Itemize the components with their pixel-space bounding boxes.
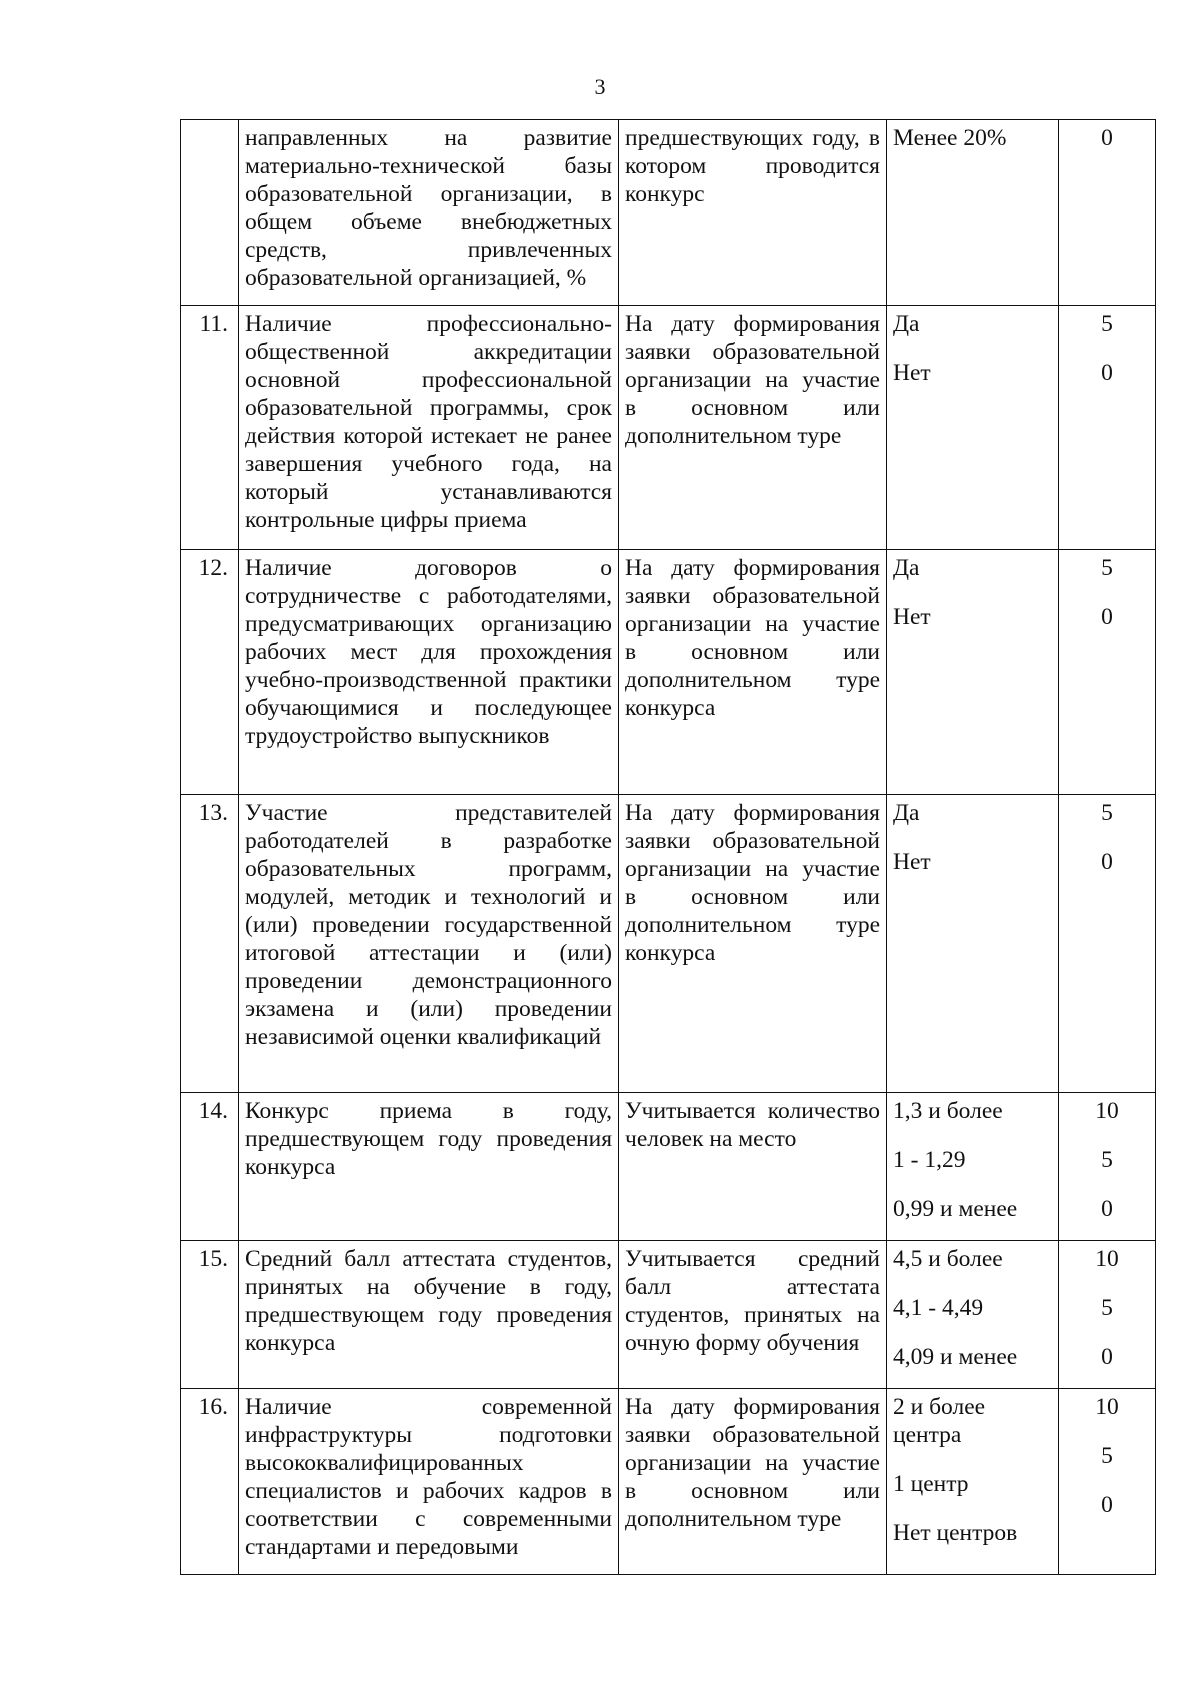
- criterion-name: Конкурс приема в году, предшествующем году проведения конкурса: [239, 1093, 619, 1241]
- row-number: 13.: [181, 795, 239, 1093]
- criterion-condition: На дату формирования заявки образовательной организации на участие в основном или дополнительном туре конкурса: [619, 550, 887, 795]
- row-number: 15.: [181, 1241, 239, 1389]
- criterion-scores: [1059, 1093, 1156, 1241]
- score-option: 10: [1095, 1098, 1119, 1124]
- score-option: 5: [1101, 555, 1113, 581]
- criterion-values: [887, 1389, 1059, 1575]
- row-number: 12.: [181, 550, 239, 795]
- criterion-condition: предшествующих году, в котором проводится конкурс: [619, 120, 887, 306]
- value-option: Нет: [893, 360, 931, 386]
- page-number: 3: [594, 74, 606, 99]
- criterion-scores: [1059, 306, 1156, 550]
- value-option: 1 центр: [893, 1471, 969, 1497]
- row-number: 14.: [181, 1093, 239, 1241]
- score-option: 10: [1095, 1394, 1119, 1420]
- criterion-scores: [1059, 550, 1156, 795]
- score-option: 0: [1101, 1492, 1113, 1518]
- value-option: 4,09 и менее: [893, 1344, 1018, 1370]
- criterion-scores: [1059, 120, 1156, 306]
- criterion-name: Участие представителей работодателей в разработке образовательных программ, модулей, методик и технологий и (или) проведении государственной итоговой аттестации и (или) проведении демонстрационного экзамена и (или) проведении независимой оценки квалификаций: [239, 795, 619, 1093]
- value-option: 1 - 1,29: [893, 1147, 966, 1173]
- value-option: Да: [893, 555, 920, 581]
- criterion-values: [887, 1241, 1059, 1389]
- criterion-name: Наличие современной инфраструктуры подготовки высококвалифицированных специалистов и рабочих кадров в соответствии с современными стандартами и передовыми: [239, 1389, 619, 1575]
- row-number: 16.: [181, 1389, 239, 1575]
- criterion-condition: На дату формирования заявки образовательной организации на участие в основном или дополнительном туре: [619, 306, 887, 550]
- table-row: [181, 795, 1156, 1093]
- score-option: 0: [1101, 125, 1113, 151]
- score-option: 0: [1101, 360, 1113, 386]
- criterion-values: [887, 795, 1059, 1093]
- table-row: [181, 1389, 1156, 1575]
- criteria-table: [180, 119, 1156, 1575]
- criterion-scores: [1059, 1389, 1156, 1575]
- score-option: 5: [1101, 1147, 1113, 1173]
- criterion-condition: Учитывается средний балл аттестата студентов, принятых на очную форму обучения: [619, 1241, 887, 1389]
- criterion-name: Наличие договоров о сотрудничестве с работодателями, предусматривающих организацию рабочих мест для прохождения учебно-производственной практики обучающимися и последующее трудоустройство выпускников: [239, 550, 619, 795]
- value-option: Да: [893, 311, 920, 337]
- criterion-name: направленных на развитие материально-технической базы образовательной организации, в общем объеме внебюджетных средств, привлеченных образовательной организацией, %: [239, 120, 619, 306]
- value-option: 2 и более центра: [893, 1394, 986, 1448]
- score-option: 5: [1101, 1295, 1113, 1321]
- score-option: 0: [1101, 1344, 1113, 1370]
- value-option: 4,1 - 4,49: [893, 1295, 984, 1321]
- criterion-condition: На дату формирования заявки образовательной организации на участие в основном или дополнительном туре: [619, 1389, 887, 1575]
- criterion-condition: На дату формирования заявки образовательной организации на участие в основном или дополнительном туре конкурса: [619, 795, 887, 1093]
- value-option: Нет: [893, 604, 931, 630]
- criterion-name: Средний балл аттестата студентов, принятых на обучение в году, предшествующем году проведения конкурса: [239, 1241, 619, 1389]
- score-option: 5: [1101, 311, 1113, 337]
- criterion-scores: [1059, 1241, 1156, 1389]
- table-row: [181, 550, 1156, 795]
- criterion-condition: Учитывается количество человек на место: [619, 1093, 887, 1241]
- table-row: [181, 1093, 1156, 1241]
- value-option: Менее 20%: [893, 125, 1007, 151]
- score-option: 5: [1101, 800, 1113, 826]
- criterion-name: Наличие профессионально-общественной аккредитации основной профессиональной образовательной программы, срок действия которой истекает не ранее завершения учебного года, на который устанавливаются контрольные цифры приема: [239, 306, 619, 550]
- score-option: 0: [1101, 1196, 1113, 1222]
- score-option: 0: [1101, 604, 1113, 630]
- criterion-values: [887, 550, 1059, 795]
- table-row: [181, 120, 1156, 306]
- score-option: 0: [1101, 849, 1113, 875]
- score-option: 5: [1101, 1443, 1113, 1469]
- value-option: Нет: [893, 849, 931, 875]
- value-option: 4,5 и более: [893, 1246, 1003, 1272]
- score-option: 10: [1095, 1246, 1119, 1272]
- value-option: Нет центров: [893, 1520, 1018, 1546]
- table-row: [181, 306, 1156, 550]
- criterion-values: [887, 306, 1059, 550]
- criterion-scores: [1059, 795, 1156, 1093]
- criterion-values: [887, 120, 1059, 306]
- value-option: 1,3 и более: [893, 1098, 1003, 1124]
- value-option: 0,99 и менее: [893, 1196, 1018, 1222]
- row-number: [181, 120, 239, 306]
- table-row: [181, 1241, 1156, 1389]
- criterion-values: [887, 1093, 1059, 1241]
- row-number: 11.: [181, 306, 239, 550]
- value-option: Да: [893, 800, 920, 826]
